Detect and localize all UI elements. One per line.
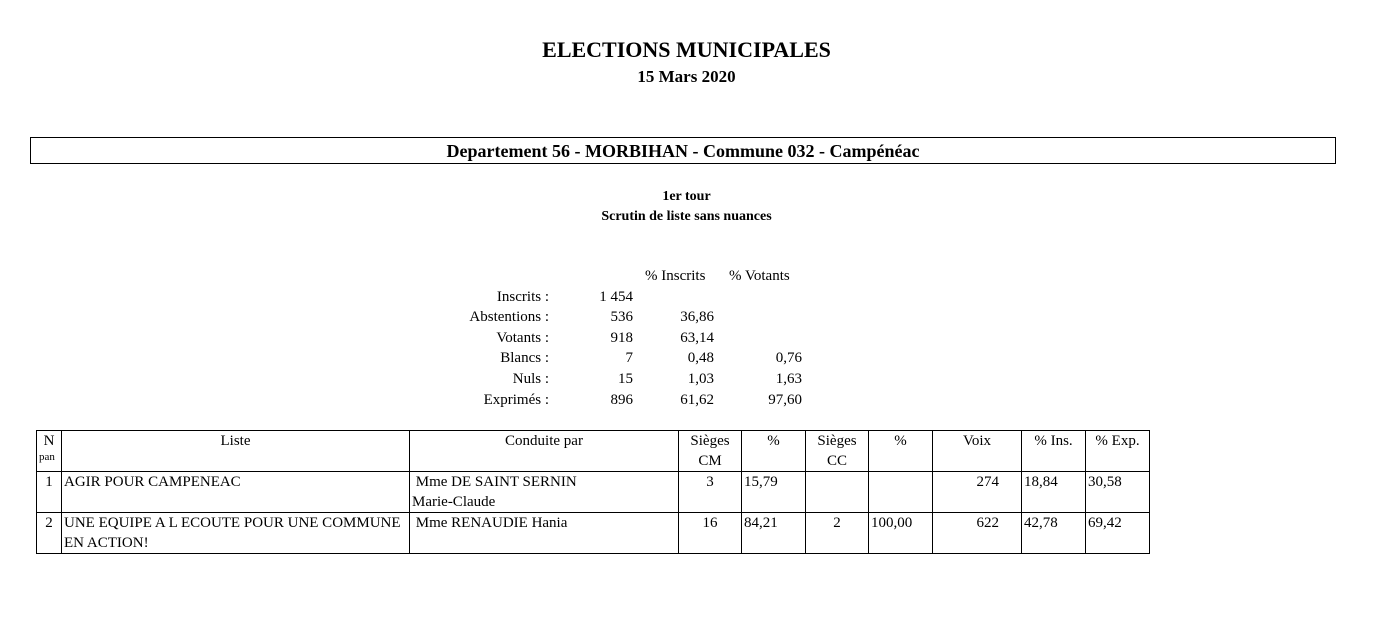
- stats-pct-inscrits: 63,14: [680, 329, 714, 346]
- cell-pct-cm: 84,21: [742, 513, 806, 554]
- col-header-n: N pan: [37, 431, 62, 472]
- cell-pct-ins: 42,78: [1022, 513, 1086, 554]
- cell-liste: AGIR POUR CAMPENEAC: [62, 472, 410, 513]
- cell-liste: UNE EQUIPE A L ECOUTE POUR UNE COMMUNE EN ACTION!: [62, 513, 410, 554]
- col-header-sieges-cc: Sièges CC: [806, 431, 869, 472]
- stats-pct-inscrits: 61,62: [680, 391, 714, 408]
- cell-sieges-cc: 2: [806, 513, 869, 554]
- cell-n: 1: [37, 472, 62, 513]
- stats-pct-votants: 0,76: [775, 350, 802, 367]
- cell-voix: 274: [933, 472, 1022, 513]
- stats-count: 15: [618, 370, 633, 387]
- cell-conduite: Mme DE SAINT SERNIN Marie-Claude: [410, 472, 679, 513]
- election-date: 15 Mars 2020: [637, 67, 736, 86]
- col-header-voix: Voix: [933, 431, 1022, 472]
- stats-pct-inscrits: 0,48: [687, 350, 714, 367]
- commune-header: Departement 56 - MORBIHAN - Commune 032 - Campénéac: [30, 137, 1336, 164]
- cell-sieges-cm: 16: [679, 513, 742, 554]
- cell-pct-cc: [869, 472, 933, 513]
- col-header-sieges-cm: Sièges CM: [679, 431, 742, 472]
- col-header-n-sub: pan: [39, 451, 55, 463]
- stats-count: 536: [610, 309, 633, 326]
- col-header-liste: Liste: [62, 431, 410, 472]
- stats-count: 1 454: [599, 288, 633, 305]
- col-header-pct-exp: % Exp.: [1086, 431, 1150, 472]
- col-header-pct-cc: %: [869, 431, 933, 472]
- cell-pct-cc: 100,00: [869, 513, 933, 554]
- stats-count: 896: [610, 391, 633, 408]
- stats-count: 918: [610, 329, 633, 346]
- stats-pct-votants: 1,63: [775, 370, 802, 387]
- cell-pct-exp: 69,42: [1086, 513, 1150, 554]
- stats-label: Exprimés :: [483, 391, 549, 408]
- stats-header-pct-inscrits: % Inscrits: [645, 268, 706, 284]
- stats-pct-inscrits: 1,03: [687, 370, 714, 387]
- results-table: [36, 430, 1150, 554]
- col-header-conduite: Conduite par: [410, 431, 679, 472]
- stats-label: Inscrits :: [496, 288, 549, 305]
- stats-label: Abstentions :: [469, 309, 549, 326]
- stats-label: Blancs :: [500, 350, 549, 367]
- cell-sieges-cc: [806, 472, 869, 513]
- round-label: 1er tour: [662, 189, 711, 204]
- cell-pct-cm: 15,79: [742, 472, 806, 513]
- scrutin-label: Scrutin de liste sans nuances: [601, 209, 772, 224]
- cell-voix: 622: [933, 513, 1022, 554]
- results-header-row: [37, 431, 1150, 472]
- stats-header-pct-votants: % Votants: [729, 268, 790, 284]
- col-header-pct-cm: %: [742, 431, 806, 472]
- stats-pct-votants: 97,60: [768, 391, 802, 408]
- stats-label: Votants :: [496, 329, 549, 346]
- cell-conduite: Mme RENAUDIE Hania: [410, 513, 679, 554]
- stats-count: 7: [625, 350, 633, 367]
- table-row: [37, 513, 1150, 554]
- cell-pct-ins: 18,84: [1022, 472, 1086, 513]
- stats-pct-inscrits: 36,86: [680, 309, 714, 326]
- col-header-pct-ins: % Ins.: [1022, 431, 1086, 472]
- cell-pct-exp: 30,58: [1086, 472, 1150, 513]
- page-title: ELECTIONS MUNICIPALES: [542, 37, 831, 62]
- cell-n: 2: [37, 513, 62, 554]
- stats-label: Nuls :: [512, 370, 549, 387]
- cell-sieges-cm: 3: [679, 472, 742, 513]
- table-row: [37, 472, 1150, 513]
